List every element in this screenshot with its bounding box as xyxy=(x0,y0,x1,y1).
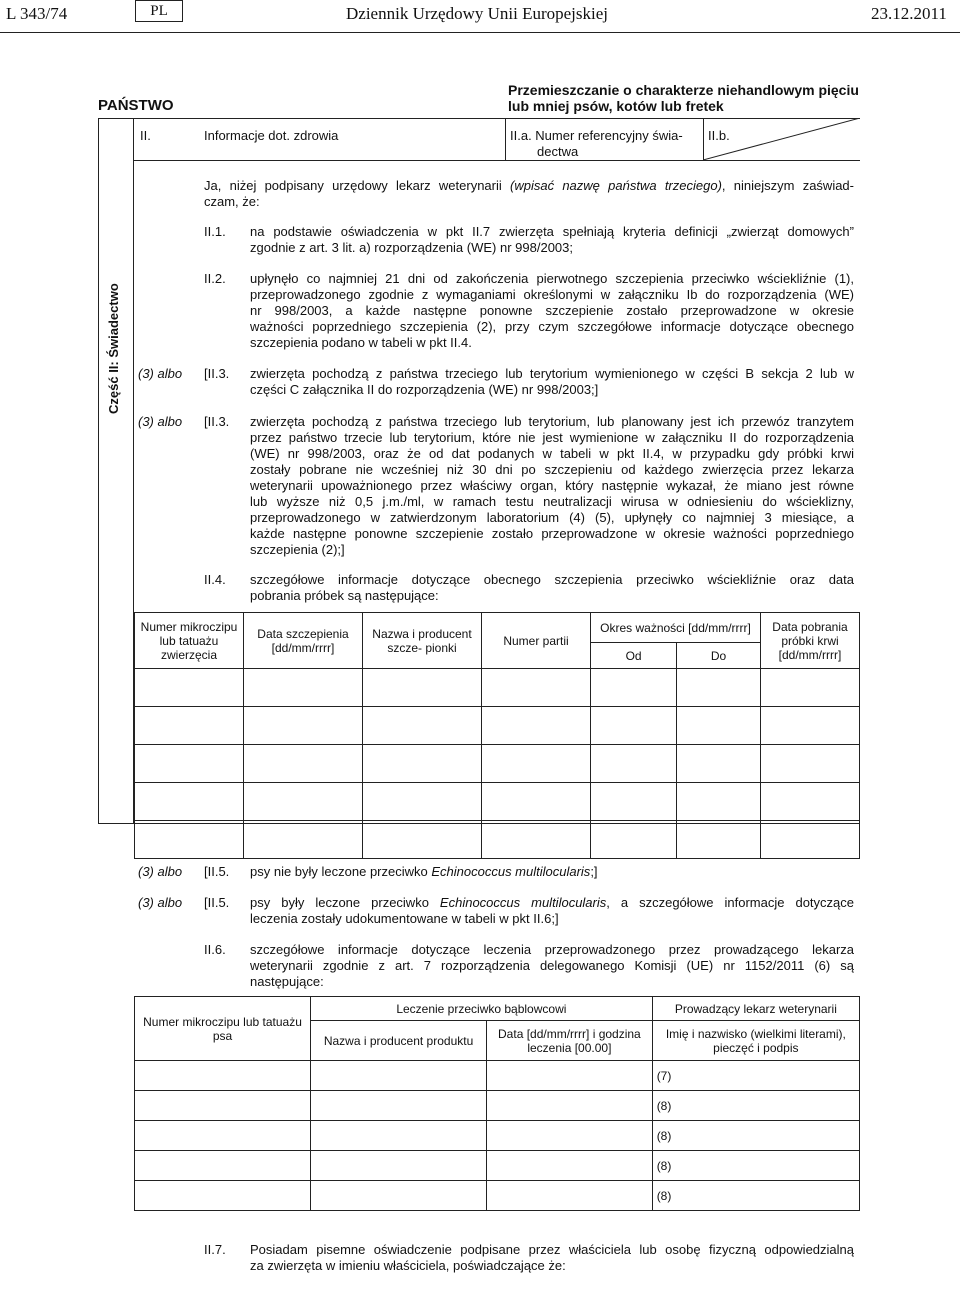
footnote-ref-cell xyxy=(652,1181,859,1211)
side-part-label: Część II: Świadectwo xyxy=(106,283,121,414)
footnote-ref: (8) xyxy=(656,1098,672,1113)
item-2-2-text xyxy=(250,271,854,351)
item-2-7-number: II.7. xyxy=(204,1242,226,1257)
item-2-3b-line4: zostały pobrane nie wcześniej niż 30 dni po szczepieniu od każdego zwierzęcia przez lekarza xyxy=(250,462,854,477)
table-cell[interactable] xyxy=(591,669,677,707)
footnote-ref: (8) xyxy=(656,1158,672,1173)
col-treatment-date: Data [dd/mm/rrrr] i godzina leczenia [00.00] xyxy=(487,1021,653,1061)
item-2-3b-number: [II.3. xyxy=(204,414,230,429)
col-product-name: Nazwa i producent produktu xyxy=(311,1021,487,1061)
intro-statement xyxy=(204,178,854,210)
item-2-5b-part1: psy były leczone przeciwko xyxy=(250,895,440,910)
item-2-3a-line2: części C załącznika II do rozporządzenia (WE) nr 998/2003;] xyxy=(250,382,599,397)
intro-line2: czam, że: xyxy=(204,194,260,209)
intro-part1: Ja, niżej podpisany urzędowy lekarz weterynarii xyxy=(204,178,511,193)
table-cell[interactable] xyxy=(135,745,244,783)
table-cell[interactable] xyxy=(591,707,677,745)
item-2-2-number: II.2. xyxy=(204,271,226,286)
treatment-table xyxy=(134,996,860,1211)
table-cell[interactable] xyxy=(487,1181,653,1211)
table-cell[interactable] xyxy=(135,707,244,745)
table-cell[interactable] xyxy=(311,1061,487,1091)
table-row xyxy=(135,1061,860,1091)
frame-left-rule xyxy=(98,118,99,824)
table-row xyxy=(135,783,860,821)
footnote-ref: (7) xyxy=(656,1068,672,1083)
table-cell[interactable] xyxy=(363,821,482,859)
col-blood-sample-date: Data pobrania próbki krwi [dd/mm/rrrr] xyxy=(761,613,860,669)
col-validity-to: Do xyxy=(677,643,761,669)
table-cell[interactable] xyxy=(487,1151,653,1181)
item-2-1-text xyxy=(250,224,854,256)
item-2-3a-text xyxy=(250,366,854,398)
option-prefix-3a: (3) albo xyxy=(138,366,183,381)
table-row xyxy=(135,1151,860,1181)
item-2-2-line3: nr 998/2003, a każde następne ponowne szczepienie zostało przeprowadzone w okresie xyxy=(250,303,854,318)
table-cell[interactable] xyxy=(311,1121,487,1151)
table-row xyxy=(135,821,860,859)
section-divider-a xyxy=(505,118,506,160)
col-vaccine-producer: Nazwa i producent szcze- pionki xyxy=(363,613,482,669)
item-2-6-line2: weterynarii zgodnie z art. 7 rozporządzenia delegowanego Komisji (UE) nr 1152/2011 (6) są xyxy=(250,958,854,973)
table-cell[interactable] xyxy=(311,1151,487,1181)
item-2-7-line1: Posiadam pisemne oświadczenie podpisane przez właściciela lub osobę fizyczną odpowiedzialną xyxy=(250,1242,854,1257)
section-label: Informacje dot. zdrowia xyxy=(204,128,339,143)
table-cell[interactable] xyxy=(677,745,761,783)
col-batch-number: Numer partii xyxy=(482,613,591,669)
reference-number-line1: II.a. Numer referencyjny świa- xyxy=(510,128,683,143)
table-row xyxy=(135,745,860,783)
header-rule xyxy=(0,32,960,33)
table-cell[interactable] xyxy=(761,783,860,821)
col-dog-chip-number: Numer mikroczipu lub tatuażu psa xyxy=(135,997,311,1061)
item-2-5b-part3: , a szczegółowe informacje dotyczące xyxy=(606,895,854,910)
item-2-3a-number: [II.3. xyxy=(204,366,230,381)
item-2-5a-text xyxy=(250,864,854,880)
item-2-4-line1: szczegółowe informacje dotyczące obecnego szczepienia przeciwko wściekliźnie oraz data xyxy=(250,572,854,587)
item-2-4-text xyxy=(250,572,854,604)
certificate-title xyxy=(508,82,859,114)
table-cell[interactable] xyxy=(677,783,761,821)
footnote-ref-cell xyxy=(652,1121,859,1151)
table-row xyxy=(135,669,860,707)
country-label: PAŃSTWO xyxy=(98,97,174,114)
table-cell[interactable] xyxy=(677,821,761,859)
table-cell[interactable] xyxy=(761,821,860,859)
item-2-3b-line5: weterynarii upoważnionego przez właściwy organ, który następnie wykazał, że miano jest równe xyxy=(250,478,854,493)
table-row xyxy=(135,1091,860,1121)
col-echinococcus-treatment: Leczenie przeciwko bąblowcowi xyxy=(311,997,653,1021)
item-2-3a-line1: zwierzęta pochodzą z państwa trzeciego lub terytorium wymienionego w części B sekcja 2 lub w xyxy=(250,366,854,381)
item-2-3b-line7: przeprowadzonego w zatwierdzonym laboratorium (4) (5), upłynęły co najmniej 3 miesiące, a xyxy=(250,510,854,525)
table-cell[interactable] xyxy=(482,669,591,707)
table-row xyxy=(135,1121,860,1151)
table-cell[interactable] xyxy=(591,821,677,859)
footnote-ref-cell xyxy=(652,1061,859,1091)
table-cell[interactable] xyxy=(591,783,677,821)
item-2-1-number: II.1. xyxy=(204,224,226,239)
section-number: II. xyxy=(140,128,151,143)
table-row xyxy=(135,707,860,745)
option-prefix-5a: (3) albo xyxy=(138,864,183,879)
table-cell[interactable] xyxy=(761,745,860,783)
table-cell[interactable] xyxy=(135,669,244,707)
page-reference: L 343/74 xyxy=(6,4,68,23)
table-cell[interactable] xyxy=(244,745,363,783)
item-2-3b-line8: każde następne ponowne szczepienie zostało przeprowadzone w okresie ważności poprzedniego xyxy=(250,526,854,541)
table-cell[interactable] xyxy=(482,707,591,745)
footnote-ref-cell xyxy=(652,1151,859,1181)
item-2-2-line4: ważności poprzedniego szczepienia (2), przy czym szczegółowe informacje dotyczące obecnego xyxy=(250,319,854,334)
item-2-5a-part1: psy nie były leczone przeciwko xyxy=(250,864,432,879)
item-2-5b-text xyxy=(250,895,854,927)
item-2-2-line1: upłynęło co najmniej 21 dni od zakończenia pierwotnego szczepienia przeciwko wściekliźnie (1), xyxy=(250,271,854,286)
table-cell[interactable] xyxy=(135,1061,311,1091)
table-cell[interactable] xyxy=(135,821,244,859)
table-cell[interactable] xyxy=(487,1091,653,1121)
col-chip-number: Numer mikroczipu lub tatuażu zwierzęcia xyxy=(135,613,244,669)
language-box: PL xyxy=(135,0,183,22)
item-2-4-number: II.4. xyxy=(204,572,226,587)
reference-number-label xyxy=(510,128,683,160)
col-vet-name-stamp: Imię i nazwisko (wielkimi literami), pieczęć i podpis xyxy=(652,1021,859,1061)
item-2-3b-line9: szczepienia (2);] xyxy=(250,542,345,557)
table-cell[interactable] xyxy=(135,1121,311,1151)
col-vaccination-date: Data szczepienia [dd/mm/rrrr] xyxy=(244,613,363,669)
certificate-title-line2: lub mniej psów, kotów lub fretek xyxy=(508,98,724,114)
item-2-5b-number: [II.5. xyxy=(204,895,230,910)
footnote-ref-cell xyxy=(652,1091,859,1121)
reference-number-line2: dectwa xyxy=(537,144,579,159)
option-prefix-5b: (3) albo xyxy=(138,895,183,910)
table-cell[interactable] xyxy=(487,1121,653,1151)
item-2-6-line1: szczegółowe informacje dotyczące leczenia przeprowadzonego przez prowadzącego lekarza xyxy=(250,942,854,957)
footnote-ref: (8) xyxy=(656,1128,672,1143)
item-2-3b-line2: przez państwo trzecie lub terytorium, które nie jest wymienione w załączniku II do rozporządzenia xyxy=(250,430,854,445)
table-cell[interactable] xyxy=(487,1061,653,1091)
item-2-6-line3: następujące: xyxy=(250,974,324,989)
table-cell[interactable] xyxy=(482,745,591,783)
table-cell[interactable] xyxy=(244,821,363,859)
item-2-2-line5: szczepienia podano w tabeli w pkt II.4. xyxy=(250,335,472,350)
item-2-6-number: II.6. xyxy=(204,942,226,957)
table-cell[interactable] xyxy=(244,707,363,745)
option-prefix-3b: (3) albo xyxy=(138,414,183,429)
journal-title: Dziennik Urzędowy Unii Europejskiej xyxy=(346,4,609,23)
item-2-1-line1: na podstawie oświadczenia w pkt II.7 zwierzęta spełniają kryteria definicji „zwierząt domowych” xyxy=(250,224,854,239)
item-2-7-line2: za zwierzęta w imieniu właściciela, poświadczające że: xyxy=(250,1258,566,1273)
vaccination-table xyxy=(134,612,860,859)
table-cell[interactable] xyxy=(677,669,761,707)
item-2-6-text xyxy=(250,942,854,990)
table-cell[interactable] xyxy=(311,1181,487,1211)
item-2-3b-text xyxy=(250,414,854,558)
item-2-5b-line2: leczenia zostały udokumentowane w tabeli w pkt II.6;] xyxy=(250,911,559,926)
item-2-3b-line3: (WE) nr 998/2003, oraz że od dat podanych w tabeli w pkt II.4, w przypadku gdy próbki krwi xyxy=(250,446,854,461)
item-2-3b-line6: lub wyższe niż 0,5 j.m./ml, w ramach testu neutralizacji wirusa w odniesieniu do wścieklizny, xyxy=(250,494,854,509)
table-cell[interactable] xyxy=(677,707,761,745)
col-validity-period: Okres ważności [dd/mm/rrrr] xyxy=(591,613,761,643)
item-2-3b-line1: zwierzęta pochodzą z państwa trzeciego lub terytorium, lub planowany jest ich przewóz tranzytem xyxy=(250,414,854,429)
footnote-ref: (8) xyxy=(656,1188,672,1203)
table-cell[interactable] xyxy=(135,1091,311,1121)
table-cell[interactable] xyxy=(244,669,363,707)
table-cell[interactable] xyxy=(135,1181,311,1211)
certificate-title-line1: Przemieszczanie o charakterze niehandlowym pięciu xyxy=(508,82,859,98)
col-validity-from: Od xyxy=(591,643,677,669)
item-2-2-line2: przeprowadzonego zgodnie z wymaganiami określonymi w załączniku Ib do rozporządzenia (WE) xyxy=(250,287,854,302)
table-cell[interactable] xyxy=(363,707,482,745)
table-cell[interactable] xyxy=(135,783,244,821)
item-2-5a-species: Echinococcus multilocularis xyxy=(431,864,591,879)
table-cell[interactable] xyxy=(482,821,591,859)
col-treating-vet: Prowadzący lekarz weterynarii xyxy=(652,997,859,1021)
item-2-5a-part3: ;] xyxy=(590,864,598,879)
intro-part3: , niniejszym zaświad- xyxy=(721,178,854,193)
table-cell[interactable] xyxy=(244,783,363,821)
table-cell[interactable] xyxy=(363,783,482,821)
table-row xyxy=(135,1181,860,1211)
table-cell[interactable] xyxy=(363,669,482,707)
item-2-5b-species: Echinococcus multilocularis xyxy=(439,895,607,910)
publication-date: 23.12.2011 xyxy=(871,4,947,23)
item-2-1-line2: zgodnie z art. 3 lit. a) rozporządzenia (WE) nr 998/2003; xyxy=(250,240,573,255)
item-2-4-line2: pobrania próbek są następujące: xyxy=(250,588,439,603)
item-2-5a-number: [II.5. xyxy=(204,864,230,879)
table-cell[interactable] xyxy=(135,1151,311,1181)
section-b-label: II.b. xyxy=(708,128,730,143)
table-cell[interactable] xyxy=(591,745,677,783)
section-bottom-rule xyxy=(133,160,860,161)
table-cell[interactable] xyxy=(761,707,860,745)
intro-country-placeholder: (wpisać nazwę państwa trzeciego) xyxy=(510,178,722,193)
table-cell[interactable] xyxy=(363,745,482,783)
table-cell[interactable] xyxy=(311,1091,487,1121)
item-2-7-text xyxy=(250,1242,854,1274)
table-cell[interactable] xyxy=(482,783,591,821)
table-cell[interactable] xyxy=(761,669,860,707)
